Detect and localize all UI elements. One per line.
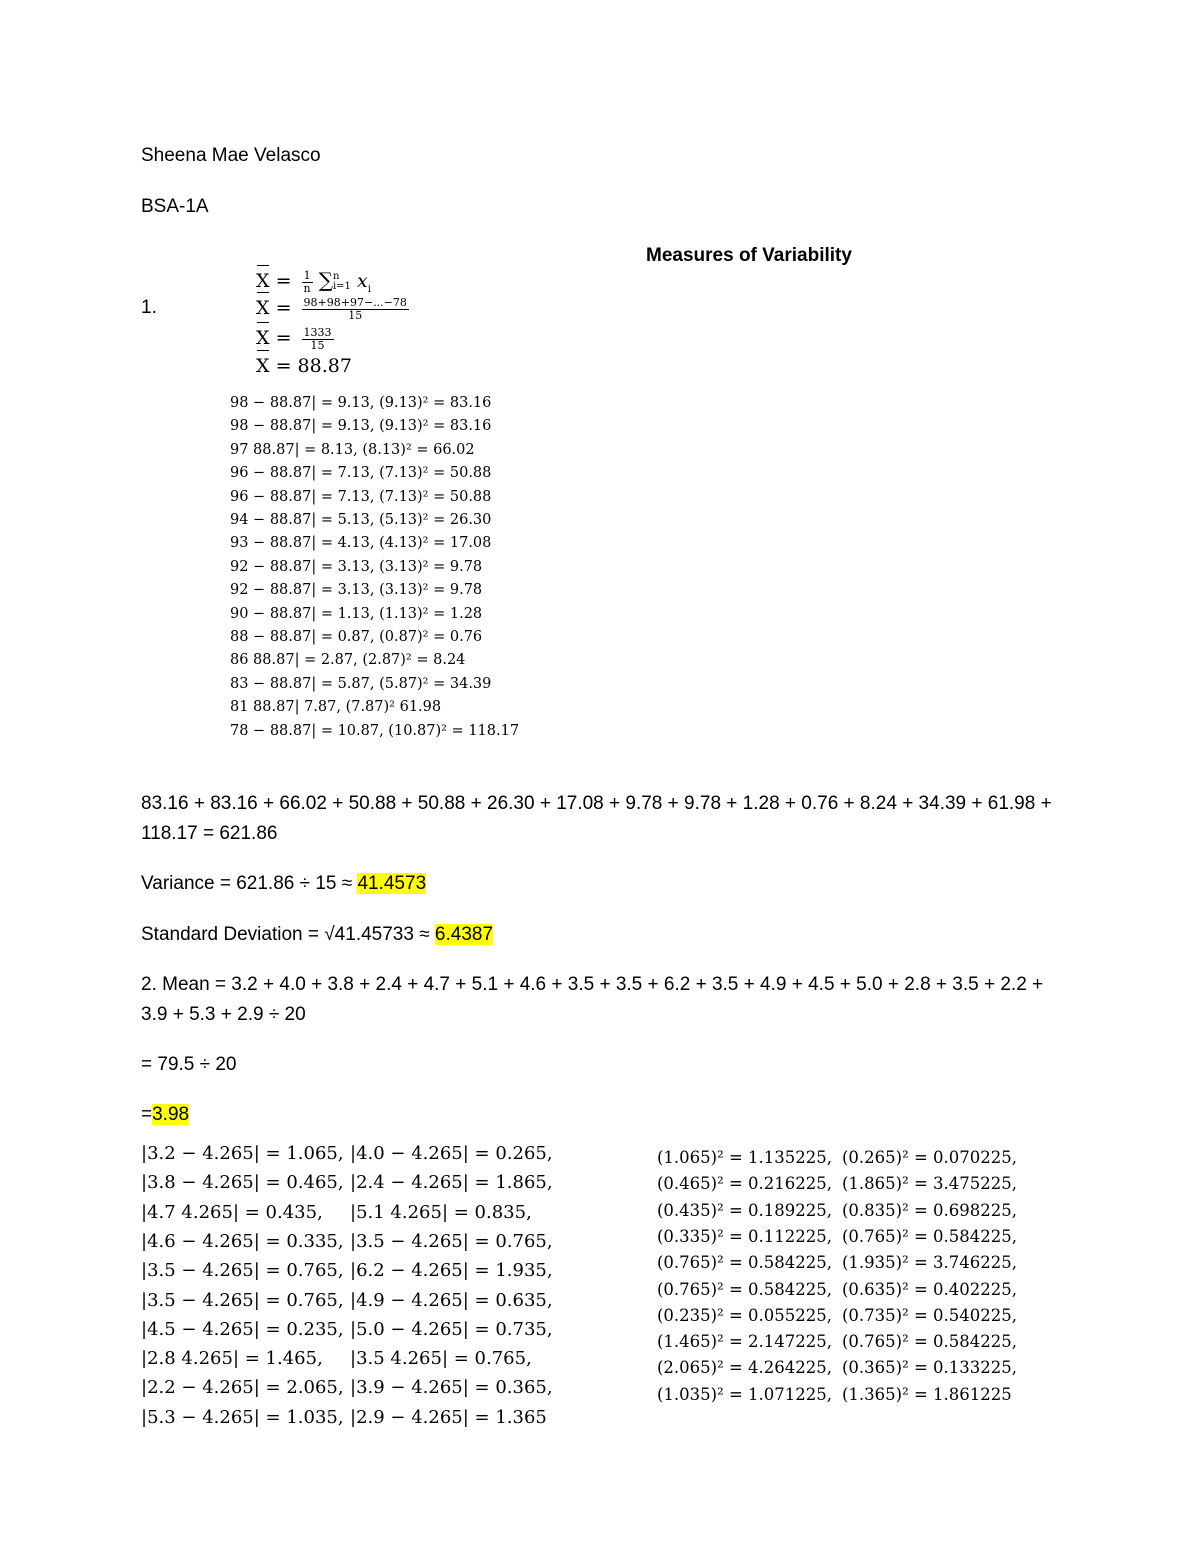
section-label: BSA-1A — [141, 196, 209, 217]
student-name: Sheena Mae Velasco — [141, 145, 321, 166]
mean-result: X = 88.87 — [256, 352, 352, 380]
variance-value: 41.4573 — [357, 873, 427, 894]
deviation-line: 98 − 88.87| = 9.13, (9.13)² = 83.16 — [230, 395, 492, 411]
variance-line — [141, 873, 426, 895]
standard-deviation-value: 6.4387 — [434, 924, 494, 945]
absolute-deviation-item: |3.5 − 4.265| = 0.765, — [141, 1260, 344, 1282]
squared-deviation-item: (0.465)² = 0.216225, — [657, 1174, 833, 1194]
deviation-line: 92 − 88.87| = 3.13, (3.13)² = 9.78 — [230, 558, 483, 575]
absolute-deviation-item: |4.9 − 4.265| = 0.635, — [350, 1289, 553, 1311]
problem-2-mean-value: 3.98 — [152, 1104, 190, 1125]
document-title: Measures of Variability — [646, 245, 852, 266]
absolute-deviation-item: |4.5 − 4.265| = 0.235, — [141, 1318, 344, 1340]
deviation-line: 90 − 88.87| = 1.13, (1.13)² = 1.28 — [230, 605, 483, 622]
absolute-deviation-item: |6.2 − 4.265| = 1.935, — [350, 1260, 553, 1282]
absolute-deviation-item: |3.5 − 4.265| = 0.765, — [350, 1230, 553, 1252]
squared-deviation-item: (1.935)² = 3.746225, — [842, 1253, 1018, 1273]
sum-of-squares-line-2: 118.17 = 621.86 — [141, 823, 278, 844]
squared-deviation-item: (0.365)² = 0.133225, — [842, 1358, 1018, 1378]
absolute-deviation-item: |5.1 4.265| = 0.835, — [350, 1201, 532, 1223]
mean-symbol: X — [256, 267, 270, 295]
deviation-line: 81 88.87| 7.87, (7.87)² 61.98 — [230, 699, 442, 716]
squared-deviation-item: (0.335)² = 0.112225, — [657, 1226, 833, 1246]
deviation-line: 96 − 88.87| = 7.13, (7.13)² = 50.88 — [230, 465, 492, 482]
squared-deviation-item: (1.865)² = 3.475225, — [842, 1174, 1018, 1194]
absolute-deviation-item: |2.2 − 4.265| = 2.065, — [141, 1377, 344, 1399]
absolute-deviation-item: |5.3 − 4.265| = 1.035, — [141, 1406, 344, 1428]
absolute-deviation-item: |2.9 − 4.265| = 1.365 — [350, 1406, 547, 1428]
absolute-deviation-item: |3.2 − 4.265| = 1.065, — [141, 1143, 344, 1164]
squared-deviation-item: (0.635)² = 0.402225, — [842, 1279, 1018, 1299]
deviation-line: 97 88.87| = 8.13, (8.13)² = 66.02 — [230, 441, 475, 458]
deviation-line: 78 − 88.87| = 10.87, (10.87)² = 118.17 — [230, 722, 520, 739]
squared-deviation-item: (0.765)² = 0.584225, — [657, 1279, 833, 1299]
deviation-line: 86 88.87| = 2.87, (2.87)² = 8.24 — [230, 652, 466, 669]
problem-1-number: 1. — [141, 297, 157, 318]
deviation-line: 88 − 88.87| = 0.87, (0.87)² = 0.76 — [230, 629, 483, 645]
absolute-deviation-item: |3.8 − 4.265| = 0.465, — [141, 1172, 344, 1194]
absolute-deviation-item: |3.9 − 4.265| = 0.365, — [350, 1377, 553, 1399]
absolute-deviation-item: |4.6 − 4.265| = 0.335, — [141, 1230, 344, 1252]
absolute-deviation-item: |2.4 − 4.265| = 1.865, — [350, 1172, 553, 1194]
one-over-n: $\frac{1}{n}$ — [303, 268, 311, 295]
squared-deviation-item: (1.365)² = 1.861225 — [842, 1384, 1012, 1404]
squared-deviation-item: (0.435)² = 0.189225, — [657, 1200, 833, 1220]
mean-formula-definition: X = $\frac{1}{n}$ ∑ n i=1 $x_i$ — [256, 268, 371, 295]
deviation-line: 93 − 88.87| = 4.13, (4.13)² = 17.08 — [230, 535, 492, 552]
deviation-line: 94 − 88.87| = 5.13, (5.13)² = 26.30 — [230, 512, 492, 528]
deviation-line: 96 − 88.87| = 7.13, (7.13)² = 50.88 — [230, 488, 492, 505]
deviation-line: 92 − 88.87| = 3.13, (3.13)² = 9.78 — [230, 582, 483, 599]
problem-2-result: =3.98 — [141, 1104, 190, 1125]
squared-deviation-item: (0.765)² = 0.584225, — [657, 1253, 833, 1273]
mean-formula-sum: X = $\frac{1333}{15}$ — [256, 325, 332, 352]
variance-label: Variance = 621.86 ÷ 15 ≈ — [141, 873, 358, 894]
absolute-deviation-item: |2.8 4.265| = 1.465, — [141, 1348, 323, 1370]
squared-deviation-item: (0.235)² = 0.055225, — [657, 1305, 833, 1325]
squared-deviation-item: (1.465)² = 2.147225, — [657, 1332, 833, 1352]
absolute-deviation-item: |5.0 − 4.265| = 0.735, — [350, 1318, 553, 1340]
problem-2-mean-line-1: 2. Mean = 3.2 + 4.0 + 3.8 + 2.4 + 4.7 + 5.1 + 4.6 + 3.5 + 3.5 + 6.2 + 3.5 + 4.9 + 4.5 + 5.0 + 2.8 + 3.5 + 2.2 + — [141, 974, 1044, 995]
problem-2-step: = 79.5 ÷ 20 — [141, 1054, 237, 1075]
standard-deviation-label: Standard Deviation = √41.45733 ≈ — [141, 924, 435, 945]
squared-deviation-item: (1.035)² = 1.071225, — [657, 1384, 833, 1404]
deviation-line: 83 − 88.87| = 5.87, (5.87)² = 34.39 — [230, 675, 492, 692]
absolute-deviation-item: |3.5 4.265| = 0.765, — [350, 1348, 532, 1370]
problem-2-mean-line-2: 3.9 + 5.3 + 2.9 ÷ 20 — [141, 1004, 306, 1025]
mean-formula-substitution: X = $\frac{98+98+97-...-78}{15}$ — [256, 295, 407, 322]
squared-deviation-item: (0.265)² = 0.070225, — [842, 1148, 1018, 1167]
squared-deviation-item: (0.765)² = 0.584225, — [842, 1226, 1018, 1246]
absolute-deviation-item: |4.0 − 4.265| = 0.265, — [350, 1143, 553, 1164]
squared-deviation-item: (0.765)² = 0.584225, — [842, 1332, 1018, 1352]
sum-symbol: ∑ — [318, 268, 333, 292]
standard-deviation-line — [141, 924, 493, 946]
deviation-line: 98 − 88.87| = 9.13, (9.13)² = 83.16 — [230, 418, 492, 435]
absolute-deviation-item: |4.7 4.265| = 0.435, — [141, 1201, 323, 1223]
squared-deviation-item: (2.065)² = 4.264225, — [657, 1358, 833, 1378]
absolute-deviation-item: |3.5 − 4.265| = 0.765, — [141, 1289, 344, 1311]
sum-of-squares-line-1: 83.16 + 83.16 + 66.02 + 50.88 + 50.88 + 26.30 + 17.08 + 9.78 + 9.78 + 1.28 + 0.76 + 8.24 + 34.39 + 61.98 + — [141, 793, 1052, 814]
squared-deviation-item: (0.735)² = 0.540225, — [842, 1305, 1018, 1325]
squared-deviation-item: (1.065)² = 1.135225, — [657, 1148, 833, 1167]
squared-deviation-item: (0.835)² = 0.698225, — [842, 1200, 1018, 1220]
